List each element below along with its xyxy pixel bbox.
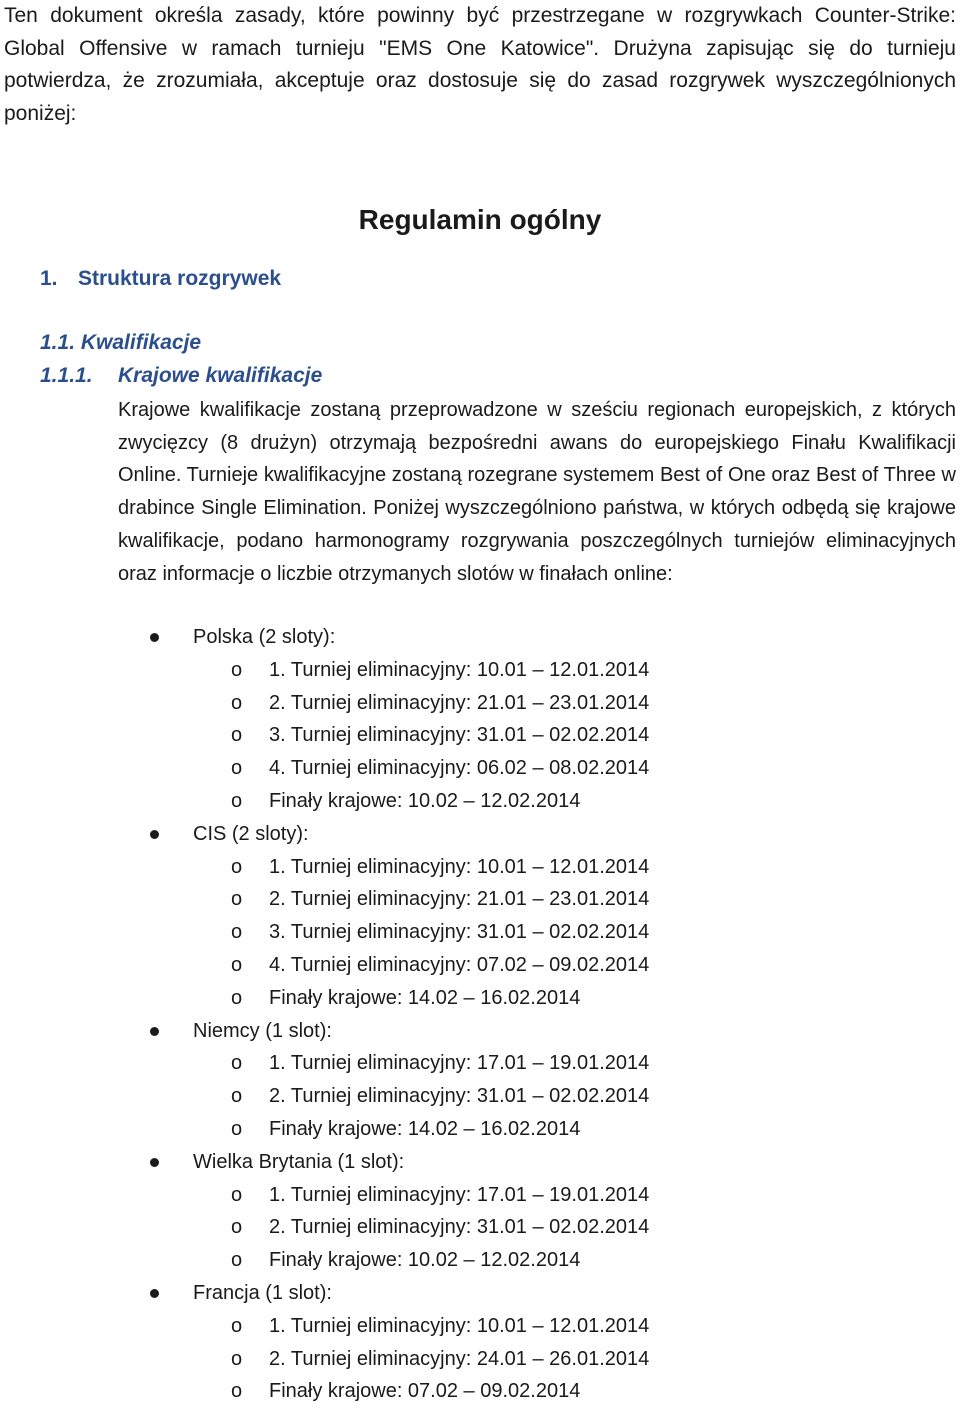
sub-bullet-icon: o: [231, 789, 243, 812]
country-label: Niemcy (1 slot):: [193, 1019, 332, 1042]
country-label: Wielka Brytania (1 slot):: [193, 1150, 405, 1173]
list-item: [150, 1310, 930, 1343]
list-item: [150, 818, 930, 851]
list-item: [150, 1113, 930, 1146]
sub-bullet-icon: o: [231, 1249, 243, 1272]
sub-bullet-icon: o: [231, 1347, 243, 1370]
country-label: Francja (1 slot):: [193, 1281, 332, 1304]
country-label: Polska (2 sloty):: [193, 626, 336, 648]
schedule-entry: 2. Turniej eliminacyjny: 31.01 – 02.02.2014: [269, 1216, 650, 1239]
section-heading: [40, 264, 281, 294]
schedule-entry: 1. Turniej eliminacyjny: 17.01 – 19.01.2014: [269, 1052, 650, 1075]
sub-bullet-icon: o: [231, 658, 243, 681]
list-item: [150, 1244, 930, 1277]
section-number: 1.: [40, 267, 58, 290]
list-item: [150, 1343, 930, 1376]
list-item: [150, 621, 930, 654]
sub-bullet-icon: o: [231, 986, 243, 1009]
schedule-entry: 2. Turniej eliminacyjny: 21.01 – 23.01.2014: [269, 888, 650, 911]
bullet-icon: [150, 1027, 159, 1036]
schedule-entry: Finały krajowe: 10.02 – 12.02.2014: [269, 1249, 581, 1272]
schedule-entry: 3. Turniej eliminacyjny: 31.01 – 02.02.2014: [269, 724, 650, 747]
list-item: [150, 654, 930, 687]
sub-bullet-icon: o: [231, 757, 243, 780]
list-item: [150, 1277, 930, 1310]
list-item: [150, 1015, 930, 1048]
bullet-icon: [150, 1289, 159, 1298]
list-item: [150, 687, 930, 720]
list-item: [150, 883, 930, 916]
schedule-entry: 1. Turniej eliminacyjny: 10.01 – 12.01.2014: [269, 1314, 650, 1337]
list-item: [150, 916, 930, 949]
sub-bullet-icon: o: [231, 953, 243, 976]
sub-bullet-icon: o: [231, 1117, 243, 1140]
list-item: [150, 851, 930, 884]
sub-bullet-icon: o: [231, 1380, 243, 1403]
sub-bullet-icon: o: [231, 855, 243, 878]
schedule-entry: 4. Turniej eliminacyjny: 07.02 – 09.02.2014: [269, 953, 650, 976]
list-item: [150, 949, 930, 982]
list-item: [150, 982, 930, 1015]
subsubsection-label: Krajowe kwalifikacje: [118, 364, 323, 387]
page-title-text: Regulamin ogólny: [358, 204, 602, 235]
subsection-heading: 1.1. Kwalifikacje: [40, 331, 202, 354]
schedule-entry: Finały krajowe: 07.02 – 09.02.2014: [269, 1380, 581, 1403]
subsubsection-number: 1.1.1.: [40, 364, 93, 387]
list-item: [150, 785, 930, 818]
schedule-entry: Finały krajowe: 14.02 – 16.02.2014: [269, 986, 581, 1009]
country-label: CIS (2 sloty):: [193, 822, 309, 845]
schedule-entry: Finały krajowe: 14.02 – 16.02.2014: [269, 1117, 581, 1140]
schedule-entry: 4. Turniej eliminacyjny: 06.02 – 08.02.2014: [269, 757, 650, 780]
page-title: [0, 200, 960, 240]
list-item: [150, 719, 930, 752]
list-item: [150, 1080, 930, 1113]
list-item: [150, 752, 930, 785]
country-list: [150, 621, 930, 1408]
sub-bullet-icon: o: [231, 691, 243, 714]
sub-bullet-icon: o: [231, 1314, 243, 1337]
schedule-entry: 2. Turniej eliminacyjny: 24.01 – 26.01.2014: [269, 1347, 650, 1370]
sub-bullet-icon: o: [231, 1085, 243, 1108]
sub-bullet-icon: o: [231, 1216, 243, 1239]
schedule-entry: 1. Turniej eliminacyjny: 10.01 – 12.01.2014: [269, 855, 650, 878]
list-item: [150, 1047, 930, 1080]
schedule-entry: 1. Turniej eliminacyjny: 17.01 – 19.01.2014: [269, 1183, 650, 1206]
list-item: [150, 1375, 930, 1408]
schedule-entry: 2. Turniej eliminacyjny: 21.01 – 23.01.2014: [269, 691, 650, 714]
section-label: Struktura rozgrywek: [78, 267, 282, 290]
subsubsection-heading: [40, 361, 322, 391]
bullet-icon: [150, 830, 159, 839]
list-item: [150, 1146, 930, 1179]
sub-bullet-icon: o: [231, 724, 243, 747]
sub-bullet-icon: o: [231, 1052, 243, 1075]
bullet-icon: [150, 1158, 159, 1167]
schedule-entry: 3. Turniej eliminacyjny: 31.01 – 02.02.2014: [269, 921, 650, 944]
intro-paragraph: Ten dokument określa zasady, które powinny być przestrzegane w rozgrywkach Counter-Strike: Global Offensive w ramach turnieju "EMS One Katowice". Drużyna zapisując się do turnieju potwierdza, że zrozumiała, akceptuje oraz dostosuje się do zasad rozgrywek wyszczególnionych poniżej:: [4, 4, 956, 125]
list-item: [150, 1211, 930, 1244]
schedule-entry: Finały krajowe: 10.02 – 12.02.2014: [269, 789, 581, 812]
schedule-entry: 1. Turniej eliminacyjny: 10.01 – 12.01.2014: [269, 658, 650, 681]
qualifications-paragraph: Krajowe kwalifikacje zostaną przeprowadzone w sześciu regionach europejskich, z których zwycięzcy (8 drużyn) otrzymają bezpośredni awans do europejskiego Finału Kwalifikacji Online. Turnieje kwalifikacyjne zostaną rozegrane systemem Best of One oraz Best of Three w drabince Single Elimination. Poniżej wyszczególniono państwa, w których odbędą się krajowe kwalifikacje, podano harmonogramy rozgrywania poszczególnych turniejów eliminacyjnych oraz informacje o liczbie otrzymanych slotów w finałach online:: [118, 399, 956, 585]
sub-bullet-icon: o: [231, 1183, 243, 1206]
list-item: [150, 1179, 930, 1212]
bullet-icon: [150, 633, 159, 642]
sub-bullet-icon: o: [231, 888, 243, 911]
sub-bullet-icon: o: [231, 921, 243, 944]
schedule-entry: 2. Turniej eliminacyjny: 31.01 – 02.02.2014: [269, 1085, 650, 1108]
